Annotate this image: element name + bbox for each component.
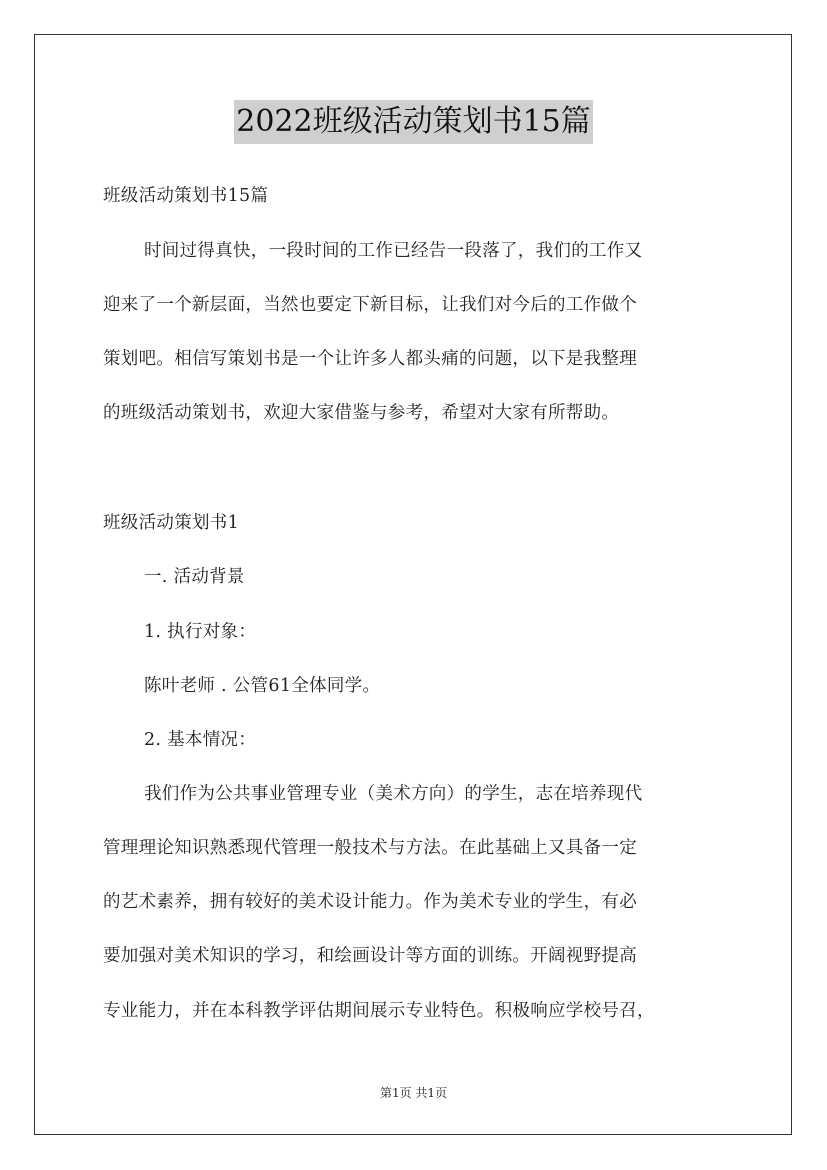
targets-text: 陈叶老师 . 公管61全体同学。 <box>144 676 381 696</box>
intro-line: 迎来了一个新层面，当然也要定下新目标，让我们对今后的工作做个 <box>103 295 637 315</box>
document-title: 2022班级活动策划书15篇 <box>234 100 593 144</box>
page-footer: 第1页 共1页 <box>379 1086 448 1100</box>
basic-line: 我们作为公共事业管理专业（美术方向）的学生，志在培养现代 <box>144 784 643 804</box>
basic-line: 要加强对美术知识的学习，和绘画设计等方面的训练。开阔视野提高 <box>103 946 637 966</box>
intro-line: 时间过得真快，一段时间的工作已经告一段落了，我们的工作又 <box>144 241 643 261</box>
basic-line: 的艺术素养，拥有较好的美术设计能力。作为美术专业的学生，有必 <box>103 892 637 912</box>
intro-line: 的班级活动策划书，欢迎大家借鉴与参考，希望对大家有所帮助。 <box>103 403 620 423</box>
heading-background: 一. 活动背景 <box>144 567 245 587</box>
subtitle: 班级活动策划书15篇 <box>103 186 269 206</box>
title-container <box>0 100 827 144</box>
basic-line: 管理理论知识熟悉现代管理一般技术与方法。在此基础上又具备一定 <box>103 838 637 858</box>
section-title: 班级活动策划书1 <box>103 513 240 533</box>
heading-basic: 2. 基本情况： <box>144 730 257 750</box>
basic-line: 专业能力，并在本科教学评估期间展示专业特色。积极响应学校号召， <box>103 1001 655 1021</box>
intro-line: 策划吧。相信写策划书是一个让许多人都头痛的问题，以下是我整理 <box>103 349 637 369</box>
heading-targets: 1. 执行对象： <box>144 622 257 642</box>
